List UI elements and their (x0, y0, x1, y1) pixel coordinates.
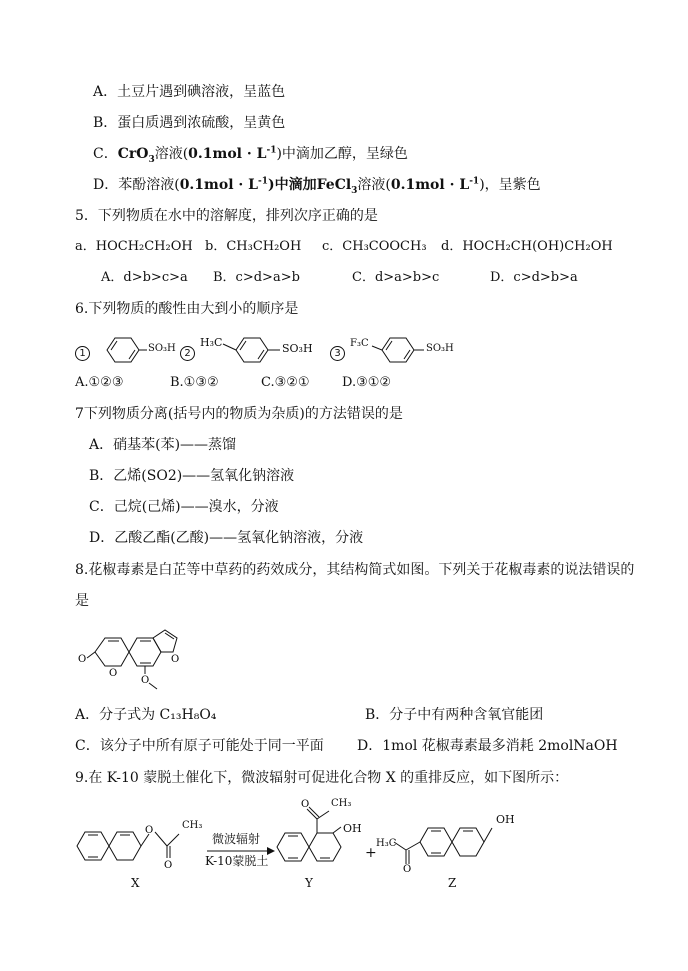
q4-c-formula: CrO (117, 146, 149, 162)
q9-label-x: X (131, 876, 140, 890)
q4-c-post: )中滴加乙醇，呈绿色 (276, 146, 408, 162)
q4-option-d (93, 175, 541, 195)
q6-option-b: B.①③② (170, 375, 219, 390)
svg-text:O: O (301, 799, 310, 810)
q4-d-mid: )中滴加FeCl (267, 177, 352, 193)
q4-d-post: )，呈紫色 (479, 177, 541, 193)
q6-stem: 6.下列物质的酸性由大到小的顺序是 (75, 301, 299, 317)
q4-option-b: B．蛋白质遇到浓硫酸，呈黄色 (93, 115, 286, 131)
svg-text:O: O (141, 675, 150, 686)
q8-option-b: B．分子中有两种含氧官能团 (365, 707, 544, 723)
q9-y-oh: OH (343, 822, 362, 835)
q4-d-prefix: D．苯酚溶液( (93, 177, 180, 193)
q6-num-3: 3 (330, 346, 345, 361)
q5-compound-c: c．CH₃COOCH₃ (322, 239, 427, 254)
q9-z-oh: OH (496, 813, 515, 826)
svg-text:O: O (145, 825, 154, 836)
q6-option-c: C.③②① (261, 375, 310, 390)
q5-option-a: A．d>b>c>a (101, 270, 188, 285)
q7-option-c: C．己烷(己烯)——溴水，分液 (89, 499, 279, 515)
q4-c-mid: 溶液( (154, 146, 189, 162)
q6-structure-2 (180, 334, 340, 366)
q9-condition-top: 微波辐射 (212, 832, 261, 846)
q4-c-conc: 0.1mol · L (188, 146, 267, 162)
xanthotoxin-structure-icon (75, 622, 205, 694)
q6-structure-1 (75, 334, 175, 366)
q5-compound-d: d．HOCH₂CH(OH)CH₂OH (441, 239, 613, 254)
compound-y-structure-icon (275, 795, 365, 875)
q4-c-sub: 3 (148, 154, 155, 165)
q4-d-conc: 0.1mol · L (179, 177, 258, 193)
q4-c-sup: -1 (266, 145, 277, 156)
compound-z-structure-icon (392, 812, 502, 872)
q4-d-mid2: 溶液( (357, 177, 391, 193)
q6-so3h-1: SO₃H (148, 343, 176, 354)
q4-option-a: A．土豆片遇到碘溶液，呈蓝色 (93, 84, 286, 100)
q5-compound-a: a．HOCH₂CH₂OH (75, 239, 193, 254)
q7-option-b: B．乙烯(SO2)——氢氧化钠溶液 (89, 468, 295, 484)
q9-plus: + (365, 845, 377, 861)
q9-stem: 9.在 K-10 蒙脱土催化下，微波辐射可促进化合物 X 的重排反应，如下图所示： (75, 770, 569, 786)
q6-num-1: 1 (75, 346, 90, 361)
q4-option-c (93, 144, 408, 164)
q8-option-d: D．1mol 花椒毒素最多消耗 2molNaOH (357, 738, 618, 754)
q5-option-c: C．d>a>b>c (352, 270, 440, 285)
svg-text:O: O (403, 864, 412, 872)
q9-condition-bottom: K-10蒙脱土 (205, 854, 269, 868)
q4-c-prefix: C． (93, 146, 118, 162)
q4-d-conc2: 0.1mol · L (390, 177, 470, 193)
q6-h3c: H₃C (200, 336, 223, 349)
q6-structure-3 (330, 334, 470, 366)
q4-d-sub: 3 (351, 185, 358, 196)
q8-option-c: C．该分子中所有原子可能处于同一平面 (75, 738, 324, 754)
q5-stem: 5．下列物质在水中的溶解度，排列次序正确的是 (75, 208, 378, 224)
q5-compound-b: b．CH₃CH₂OH (205, 239, 302, 254)
q6-num-2: 2 (180, 346, 195, 361)
benzene-ring-icon (180, 334, 340, 366)
q6-option-d: D.③①② (342, 375, 392, 390)
q6-so3h-2: SO₃H (282, 342, 313, 355)
q9-z-h3c: H₃C (376, 838, 397, 849)
q6-option-a: A.①②③ (75, 375, 124, 390)
q6-so3h-3: SO₃H (426, 343, 454, 354)
q8-stem-line1: 8.花椒毒素是白芷等中草药的药效成分，其结构简式如图。下列关于花椒毒素的说法错误的 (75, 562, 635, 578)
q9-y-ch3: CH₃ (331, 798, 352, 809)
svg-text:O: O (109, 668, 118, 679)
q7-stem: 7下列物质分离(括号内的物质为杂质)的方法错误的是 (75, 406, 403, 422)
q9-label-z: Z (448, 876, 457, 890)
q7-option-a: A．硝基苯(苯)——蒸馏 (89, 437, 237, 453)
svg-text:O: O (78, 654, 87, 665)
q9-x-ch3: CH₃ (182, 820, 203, 831)
q7-option-d: D．乙酸乙酯(乙酸)——氢氧化钠溶液，分液 (89, 530, 364, 546)
q9-label-y: Y (305, 876, 313, 890)
q6-f3c: F₃C (350, 338, 369, 349)
svg-text:O: O (164, 860, 173, 870)
q5-option-b: B．c>d>a>b (213, 270, 300, 285)
q4-d-sup2: -1 (469, 176, 480, 187)
q4-d-sup: -1 (257, 176, 268, 187)
q5-option-d: D．c>d>b>a (490, 270, 578, 285)
q8-stem-line2: 是 (75, 593, 89, 609)
svg-text:O: O (171, 654, 180, 665)
q8-option-a: A．分子式为 C₁₃H₈O₄ (75, 707, 217, 723)
